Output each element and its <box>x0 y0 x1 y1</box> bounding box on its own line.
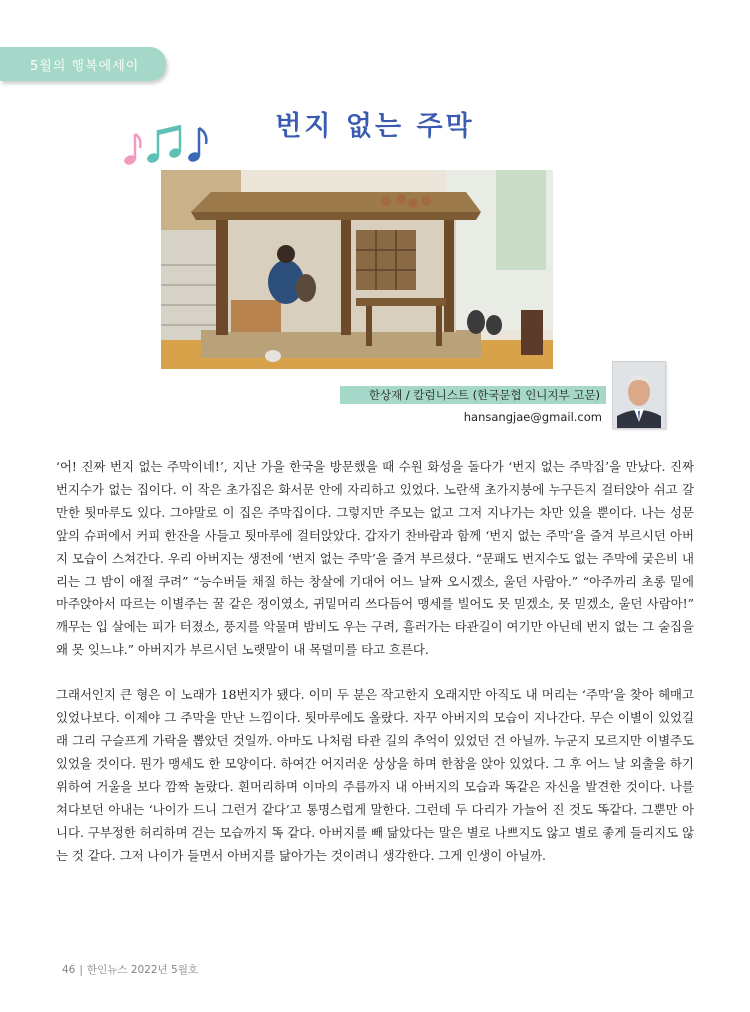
paragraph-1: ‘어! 진짜 번지 없는 주막이네!’, 지난 가을 한국을 방문했을 때 수원 화성을 돌다가 ‘번지 없는 주막집’을 만났다. 진짜 번지수가 없는 집이다. 이 작은 초가집은 화서문 안에 자리하고 있었다. 노란색 초가지붕에 누구든지 걸터앉아 쉬고 갈만한 툇마루도 있다. 그야말로 이 집은 주막집이다. 그렇지만 주모는 없고 그저 지나가는 차만 있을 뿐이다. 나는 성문 앞의 슈퍼에서 커피 한잔을 사들고 툇마루에 걸터앉았다. 갑자기 찬바람과 함께 ‘번지 없는 주막’을 즐겨 부르시던 아버지 모습이 스쳐간다. 우리 아버지는 생전에 ‘번지 없는 주막’을 즐겨 부르셨다. “문패도 번지수도 없는 주막에 궂은비 내리는 그 밤이 애절 쿠려” “능수버들 채질 하는 창살에 기대어 어느 날짜 오시겠소, 울던 사람아.” “아주까리 초롱 밑에 마주앉아서 따르는 이별주는 꿀 같은 정이였소, 귀밑머리 쓰다듬어 맹세를 빌어도 못 믿겠소, 못 믿겠소, 울던 사람아!” 깨무는 입 살에는 피가 터졌소, 풍지를 악물며 밤비도 우는 구려, 흘러가는 타관길이 여기만 아닌데 번지 없는 그 술집을 왜 못 잊느냐.” 아버지가 부르시던 노랫말이 내 목덜미를 타고 흐른다. <box>56 459 694 658</box>
footer-separator: | <box>79 964 83 976</box>
section-tab <box>0 47 166 81</box>
author-byline-bar <box>340 386 606 404</box>
paragraph-2: 그래서인지 큰 형은 이 노래가 18번지가 됐다. 이미 두 분은 작고한지 오래지만 아직도 내 머리는 ‘주막’을 찾아 헤매고 있었나보다. 이제야 그 주막을 만난 느낌이다. 툇마루에도 올랐다. 자꾸 아버지의 모습이 지나간다. 무슨 이별이 있었길래 그리 구슬프게 가락을 뽑았던 것일까. 아마도 나처럼 타관 길의 추억이 있었던 건 아닐까. 누군지 모르지만 이별주도 있었을 것이다. 뭔가 맹세도 한 모양이다. 하여간 어지러운 상상을 하며 한참을 앉아 있었다. 그 후 어느 날 외출을 하기 위하여 거울을 보다 깜짝 놀랐다. 흰머리하며 이마의 주름까지 내 아버지의 모습과 똑같은 자신을 발견한 것이다. 나를 쳐다보던 아내는 ‘나이가 드니 그런거 같다’고 통명스럽게 말한다. 그런데 두 다리가 가늘어 진 것도 똑같다. 그뿐만 아니다. 구부정한 허리하며 걷는 모습까지 똑 같다. 아버지를 빼 닮았다는 말은 별로 나쁘지도 않고 별로 좋게 들리지도 않는 것 같다. 그저 나이가 들면서 아버지를 닮아가는 것이려니 생각한다. 그게 인생이 아닐까. <box>56 687 694 863</box>
author-email[interactable]: hansangjae@gmail.com <box>463 410 602 424</box>
author-portrait-image <box>613 362 665 428</box>
author-portrait <box>612 361 666 429</box>
publication-issue: 한인뉴스 2022년 5월호 <box>86 964 198 976</box>
page-number: 46 <box>62 964 76 976</box>
author-byline: 한상재 / 칼럼니스트 (한국문협 인니지부 고문) <box>368 388 600 402</box>
article-title: 번지 없는 주막 <box>275 111 475 142</box>
tavern-illustration <box>161 170 553 369</box>
article-photo-thatched-tavern <box>161 170 553 369</box>
article-body <box>56 456 694 867</box>
page-footer <box>62 962 198 977</box>
section-tab-label: 5월의 행복에세이 <box>30 59 140 74</box>
